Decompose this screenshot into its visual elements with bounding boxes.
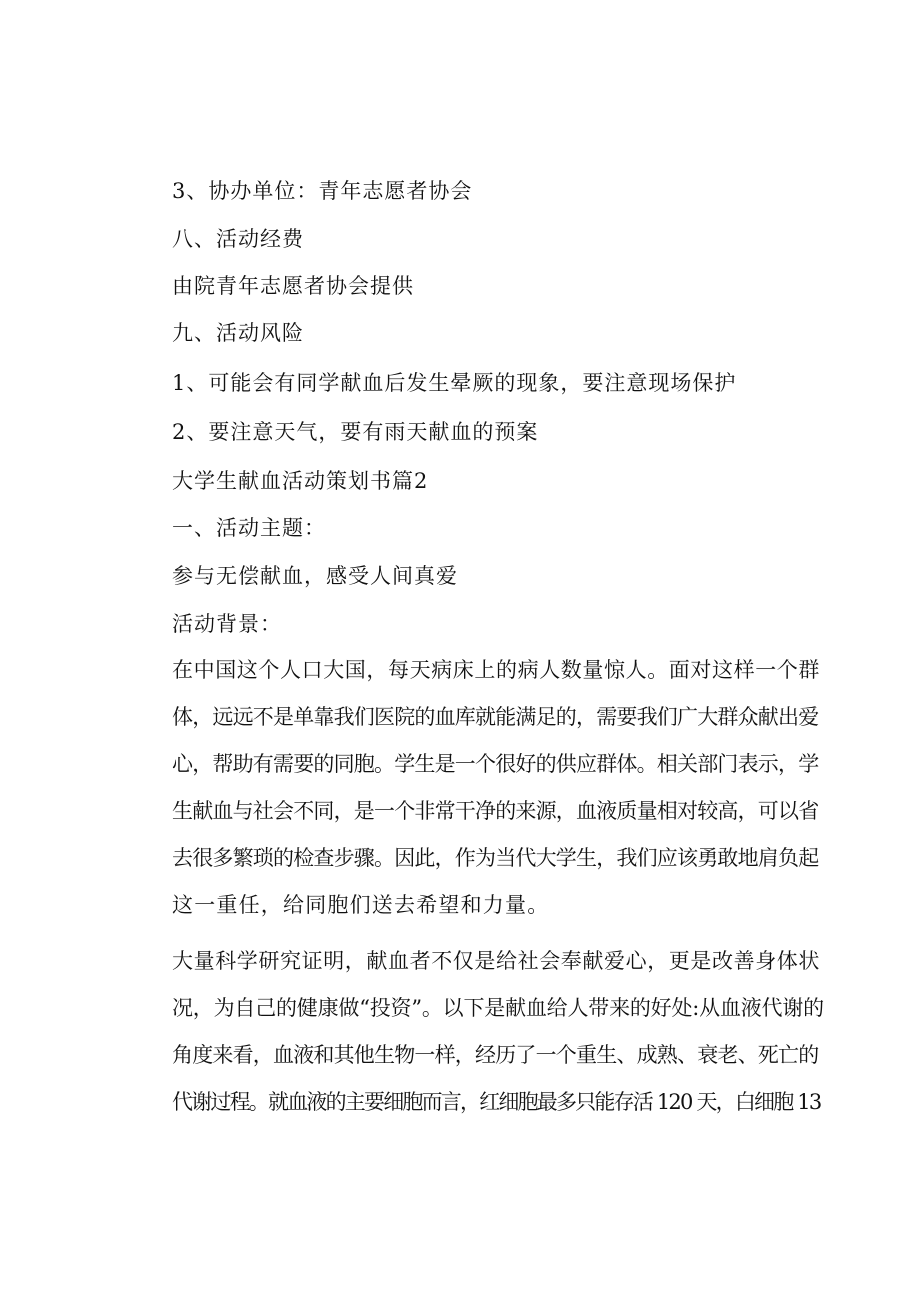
paragraph-2-line-4: 代谢过程。就血液的主要细胞而言，红细胞最多只能存活 120 天，白细胞 13 <box>172 1090 821 1114</box>
heading-activity-funding: 八、活动经费 <box>172 227 304 251</box>
paragraph-1-line-6: 这一重任，给同胞们送去希望和力量。 <box>172 893 550 917</box>
heading-activity-theme: 一、活动主题： <box>172 516 326 540</box>
paragraph-1-line-3: 心，帮助有需要的同胞。学生是一个很好的供应群体。相关部门表示，学 <box>172 752 819 776</box>
paragraph-2-line-2: 况，为自己的健康做“投资”。以下是献血给人带来的好处:从血液代谢的 <box>172 996 824 1020</box>
paragraph-2-line-3: 角度来看，血液和其他生物一样，经历了一个重生、成熟、衰老、死亡的 <box>172 1043 819 1067</box>
paragraph-1-line-2: 体，远远不是单靠我们医院的血库就能满足的，需要我们广大群众献出爱 <box>172 705 819 729</box>
text-line-theme: 参与无偿献血，感受人间真爱 <box>172 564 458 588</box>
heading-activity-background: 活动背景： <box>172 612 282 636</box>
paragraph-1-line-5: 去很多繁琐的检查步骤。因此，作为当代大学生，我们应该勇敢地肩负起 <box>172 846 819 870</box>
paragraph-1-line-4: 生献血与社会不同，是一个非常干净的来源，血液质量相对较高，可以省 <box>172 799 819 823</box>
paragraph-2-line-1: 大量科学研究证明，献血者不仅是给社会奉献爱心，更是改善身体状 <box>172 949 820 973</box>
text-line-risk-2: 2、要注意天气，要有雨天献血的预案 <box>172 420 539 444</box>
paragraph-1-line-1: 在中国这个人口大国，每天病床上的病人数量惊人。面对这样一个群 <box>172 658 820 682</box>
text-line-risk-1: 1、可能会有同学献血后发生晕厥的现象，要注意现场保护 <box>172 371 737 395</box>
section-title-plan-2: 大学生献血活动策划书篇2 <box>172 469 429 493</box>
text-line-funding-source: 由院青年志愿者协会提供 <box>172 274 414 298</box>
heading-activity-risks: 九、活动风险 <box>172 321 304 345</box>
text-line-coorganizer: 3、协办单位：青年志愿者协会 <box>172 179 473 203</box>
